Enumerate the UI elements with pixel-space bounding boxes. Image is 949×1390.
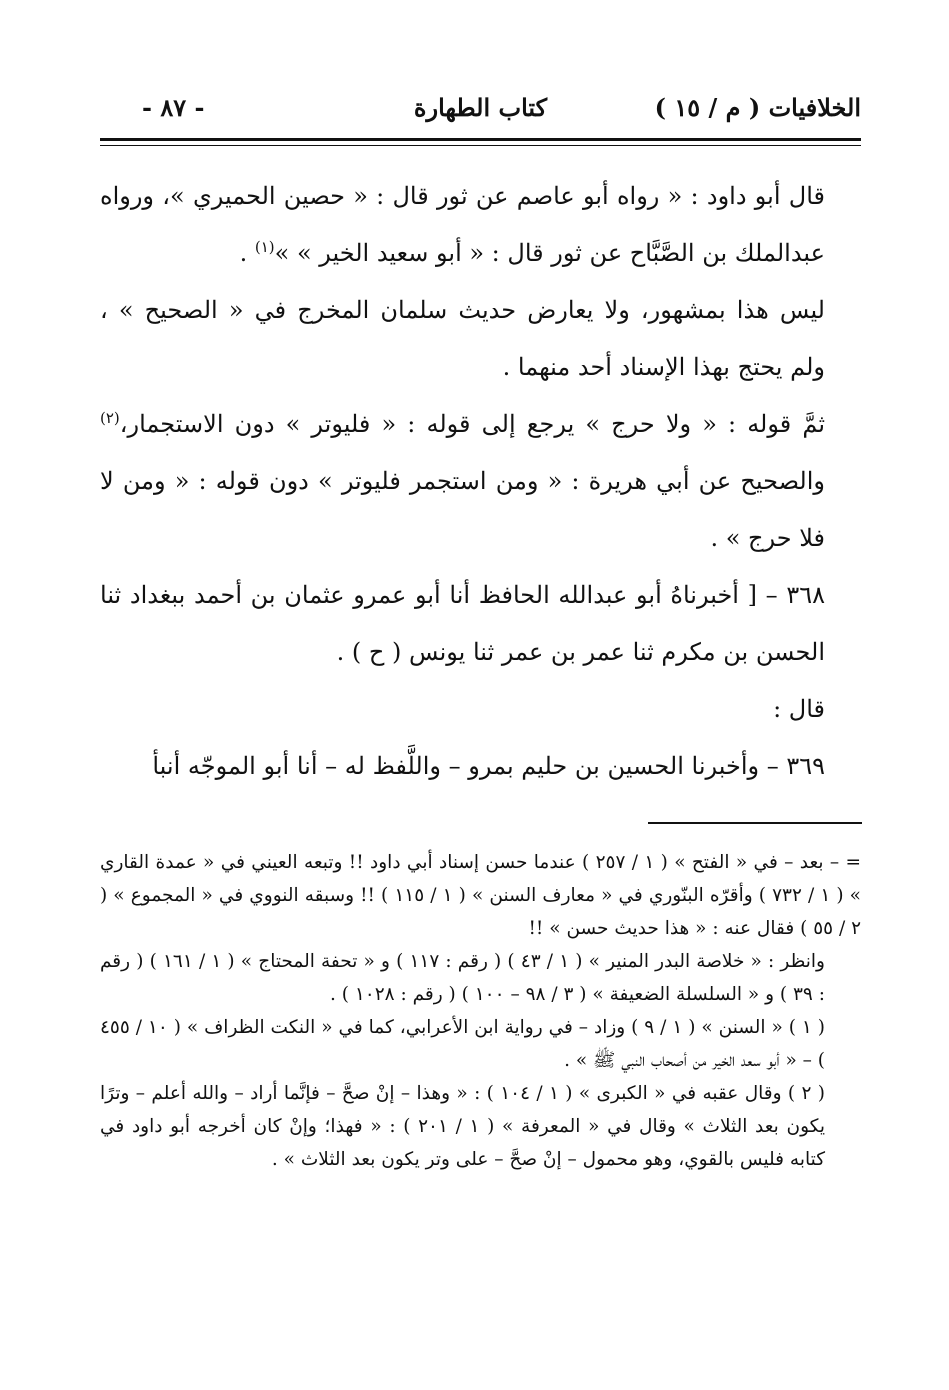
footnotes <box>100 846 861 1176</box>
paragraph-text-tail: . <box>239 239 255 267</box>
footnote: وانظر : « خلاصة البدر المنير » ( ١ / ٤٣ ) ( رقم : ١١٧ ) و « تحفة المحتاج » ( ١ / ١٦١ ) ( رقم : ٣٩ ) و « السلسلة الضعيفة » ( ٣ / ٩٨ – ١٠٠ ) ( رقم : ١٠٢٨ ) . <box>100 951 825 1005</box>
paragraph-text: قال : <box>773 695 825 723</box>
page-number: - ٨٧ - <box>142 93 205 122</box>
footnote-ref: (٢) <box>100 409 120 427</box>
footnote-ref: (١) <box>254 238 275 256</box>
header-rule-thin <box>100 145 861 146</box>
paragraph <box>100 282 861 396</box>
footnote: = – بعد – في « الفتح » ( ١ / ٢٥٧ ) عندما حسن إسناد أبي داود !! وتبعه العيني في « عمدة القاري » ( ١ / ٧٣٢ ) وأقرّه البنّوري في « معارف السنن » ( ١ / ١١٥ ) !! وسبقه النووي في « المجموع » ( ٢ / ٥٥ ) فقال عنه : « هذا حديث حسن » !! <box>100 852 861 939</box>
footnote-separator <box>648 822 862 824</box>
chapter-title: كتاب الطهارة <box>413 93 548 122</box>
paragraph-text: قال أبو داود : « رواه أبو عاصم عن ثور قال : « حصين الحميري »، ورواه عبدالملك بن الصَّبَّاح عن ثور قال : « أبو سعيد الخير » » <box>100 182 825 267</box>
paragraph <box>100 168 861 282</box>
running-header <box>100 86 861 130</box>
paragraph <box>100 396 861 567</box>
paragraph-text-tail: والصحيح عن أبي هريرة : « ومن استجمر فليوتر » دون قوله : « ومن لا فلا حرج » . <box>100 467 825 552</box>
hadith-paragraph <box>100 567 861 681</box>
hadith-paragraph <box>100 738 861 795</box>
paragraph <box>100 681 861 738</box>
main-text <box>100 168 861 795</box>
footnote: ( ٢ ) وقال عقبه في « الكبرى » ( ١ / ١٠٤ ) : « وهذا – إنْ صحَّ – فإنَّما أراد – والله أعلم – وترًا يكون بعد الثلاث » وقال في « المعرفة » ( ١ / ٢٠١ ) : « فهذا؛ وإنْ كان أخرجه أبو داود في كتابه فليس بالقوي، وهو محمول – إنْ صحَّ – على وتر يكون بعد الثلاث » . <box>100 1083 826 1170</box>
header-rule-thick <box>100 138 861 141</box>
paragraph-text: ٣٦٩ – وأخبرنا الحسين بن حليم بمرو – واللَّفظ له – أنا أبو الموجّه أنبأ <box>152 752 825 780</box>
footnote: ( ١ ) « السنن » ( ١ / ٩ ) وزاد – في رواية ابن الأعرابي، كما في « النكت الظراف » ( ١٠ / ٤٥٥ ) – « أبو سعد الخير من أصحاب النبي ﷺ » . <box>100 1017 825 1071</box>
book-part-title: الخلافيات ( م / ١٥ ) <box>654 93 861 122</box>
paragraph-text: ليس هذا بمشهور، ولا يعارض حديث سلمان المخرج في « الصحيح » ، ولم يحتج بهذا الإسناد أحد منهما . <box>100 296 825 381</box>
paragraph-text: ٣٦٨ – [ أخبرناهُ أبو عبدالله الحافظ أنا أبو عمرو عثمان بن أحمد ببغداد ثنا الحسن بن مكرم ثنا عمر بن عمر ثنا يونس ( ح ) . <box>100 581 825 666</box>
paragraph-text: ثمَّ قوله : « ولا حرج » يرجع إلى قوله : « فليوتر » دون الاستجمار، <box>119 410 826 438</box>
